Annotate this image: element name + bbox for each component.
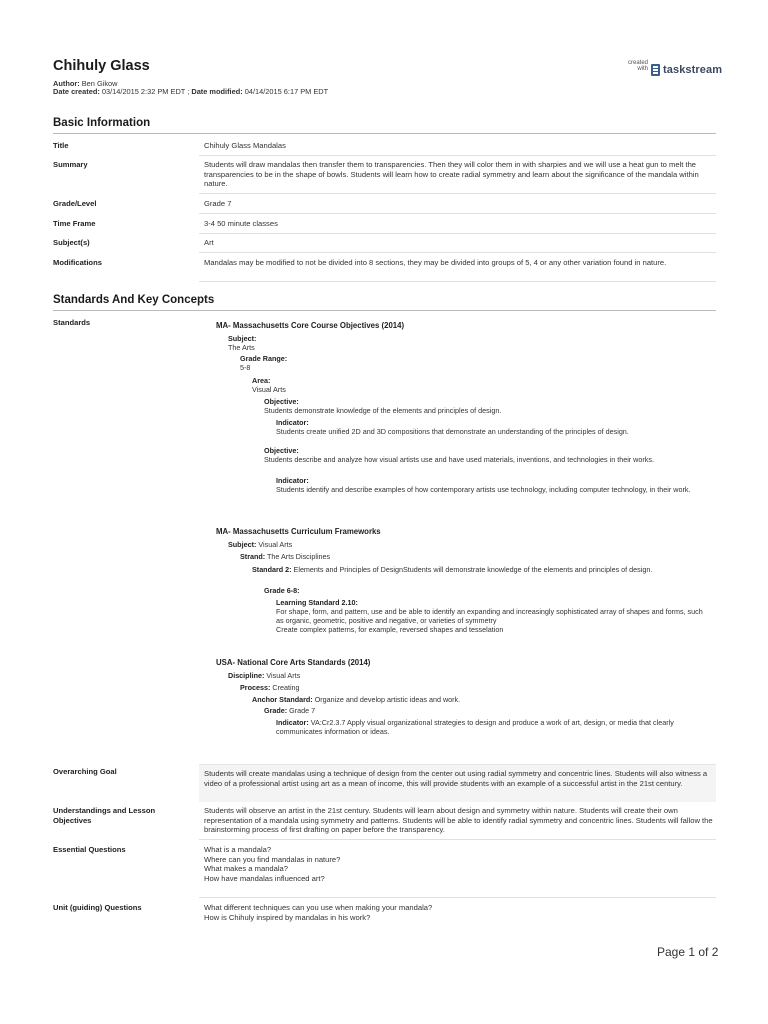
learning-standard-label: Learning Standard 2.10:	[276, 598, 358, 607]
usa-standards-title: USA- National Core Arts Standards (2014)	[216, 658, 371, 667]
indicator-value: Students create unified 2D and 3D compositions that demonstrate an understanding of the principles of design.	[276, 427, 629, 436]
row-divider	[199, 193, 716, 194]
standard-label: Standard 2:	[252, 565, 292, 574]
understandings-value	[199, 806, 716, 835]
ma-core-grade-range	[240, 354, 700, 372]
row-divider	[199, 839, 716, 840]
grade-level-value: Grade 7	[204, 199, 232, 208]
anchor-value: Organize and develop artistic ideas and work.	[314, 695, 461, 704]
discipline-value: Visual Arts	[266, 671, 301, 680]
ma-frameworks-strand	[240, 552, 330, 561]
standards-label: Standards	[53, 318, 91, 327]
question-item: What different techniques can you use when making your mandala?	[204, 903, 433, 912]
essential-questions-label: Essential Questions	[53, 845, 126, 854]
learning-standard-value: For shape, form, and pattern, use and be able to identify an expanding and increasingly sophisticated array of shapes and forms, such as organic, geometric, positive and negative, or varieties of symmetry	[276, 607, 703, 625]
process-value: Creating	[272, 683, 300, 692]
ma-core-indicator-1	[276, 418, 716, 436]
subject-value: The Arts	[228, 343, 255, 352]
ma-core-subject	[228, 334, 688, 352]
grade-value: Grade 7	[289, 706, 316, 715]
question-item: How is Chihuly inspired by mandalas in his work?	[204, 912, 371, 922]
indicator-value: VA:Cr2.3.7 Apply visual organizational strategies to design and produce a work of art, design, or media that clearly communicates information or ideas.	[276, 718, 674, 736]
area-value: Visual Arts	[252, 385, 286, 394]
date-created-label: Date created:	[53, 87, 100, 96]
row-divider	[199, 155, 716, 156]
title-label: Title	[53, 141, 69, 150]
page-number: Page 1 of 2	[657, 945, 719, 959]
row-divider	[199, 252, 716, 253]
grade-label: Grade 6-8:	[264, 586, 300, 595]
ma-core-indicator-2	[276, 476, 696, 494]
row-divider	[199, 281, 716, 282]
summary-value: Students will draw mandalas then transfer them to transparencies. Then they will color them in with sharpies and we will use a heat gun to melt the transparencies to be in the shape of bowls. Students will learn how to create radial symmetry and learn about the significance of the mandala within nature.	[204, 160, 699, 188]
subject-value: Visual Arts	[258, 540, 293, 549]
title-value: Chihuly Glass Mandalas	[204, 141, 286, 150]
date-separator: ;	[187, 87, 190, 96]
ma-frameworks-subject	[228, 540, 292, 549]
overarching-goal-text: Students will create mandalas using a technique of design from the center out using radial symmetry and concentric lines. Students will also witness a video of a professional artist using art as a mean of income, this will provide students with an example of a successful artist in the 21st century.	[204, 769, 708, 788]
ma-core-title: MA- Massachusetts Core Course Objectives (2014)	[216, 321, 405, 330]
time-frame-label: Time Frame	[53, 219, 96, 228]
time-frame-value: 3-4 50 minute classes	[204, 219, 278, 228]
dates-line	[53, 87, 328, 96]
ma-core-area	[252, 376, 712, 394]
ma-frameworks-standard	[252, 565, 710, 574]
understandings-text: Students will observe an artist in the 21st century. Students will learn about design and symmetry within nature. Students will create their own representation of a mandala using symmetry and patterns. Students will be able to identify radial symmetry and concentric lines. Students will fallow the brainstorming process of first drafting on paper before the transparency.	[204, 806, 713, 834]
overarching-goal-value	[199, 764, 716, 802]
indicator-label: Indicator:	[276, 476, 309, 485]
unit-questions-label: Unit (guiding) Questions	[53, 903, 142, 912]
usa-discipline	[228, 671, 300, 680]
section-divider	[53, 310, 716, 311]
section-divider	[53, 133, 716, 134]
discipline-label: Discipline:	[228, 671, 265, 680]
question-item: Where can you find mandalas in nature?	[204, 854, 341, 864]
subject-label: Subject:	[228, 540, 257, 549]
grade-range-value: 5-8	[240, 363, 251, 372]
strand-label: Strand:	[240, 552, 266, 561]
indicator-label: Indicator:	[276, 718, 309, 727]
overarching-goal-label: Overarching Goal	[53, 767, 117, 776]
strand-value: The Arts Disciplines	[267, 552, 331, 561]
date-created: 03/14/2015 2:32 PM EDT	[101, 87, 186, 96]
author-name: Ben Gikow	[81, 79, 118, 88]
row-divider	[199, 897, 716, 898]
subject-label: Subject:	[228, 334, 257, 343]
taskstream-icon	[651, 64, 660, 76]
question-item: What makes a mandala?	[204, 864, 288, 873]
learning-standard-value: Create complex patterns, for example, reversed shapes and tesselation	[276, 625, 504, 634]
indicator-value: Students identify and describe examples of how contemporary artists use technology, including computer technology, in their work.	[276, 485, 691, 494]
row-divider	[199, 213, 716, 214]
author-label: Author:	[53, 79, 80, 88]
indicator-label: Indicator:	[276, 418, 309, 427]
objective-label: Objective:	[264, 397, 299, 406]
taskstream-logo	[622, 60, 722, 80]
process-label: Process:	[240, 683, 271, 692]
created-with-text: created with	[627, 60, 648, 72]
objective-value: Students demonstrate knowledge of the elements and principles of design.	[264, 406, 502, 415]
grade-range-label: Grade Range:	[240, 354, 288, 363]
usa-indicator	[276, 718, 706, 736]
unit-questions-value	[199, 903, 716, 922]
ma-frameworks-learning-standard	[276, 598, 706, 634]
understandings-label: Understandings and Lesson Objectives	[53, 806, 156, 825]
modifications-value: Mandalas may be modified to not be divided into 8 sections, they may be divided into groups of 5, 4 or any other variation found in nature.	[204, 258, 667, 267]
subjects-value: Art	[204, 238, 214, 247]
ma-core-objective-2	[264, 446, 716, 464]
area-label: Area:	[252, 376, 271, 385]
ma-core-objective-1	[264, 397, 714, 415]
date-modified-label: Date modified:	[191, 87, 243, 96]
standards-heading: Standards And Key Concepts	[53, 294, 215, 306]
grade-level-label: Grade/Level	[53, 199, 97, 208]
basic-information-heading: Basic Information	[53, 117, 151, 129]
brand-name: taskstream	[663, 64, 723, 76]
summary-label: Summary	[53, 160, 88, 169]
grade-label: Grade:	[264, 706, 288, 715]
page-title: Chihuly Glass	[53, 58, 150, 74]
objective-label: Objective:	[264, 446, 299, 455]
question-item: How have mandalas influenced art?	[204, 873, 325, 883]
usa-process	[240, 683, 300, 692]
ma-frameworks-title: MA- Massachusetts Curriculum Frameworks	[216, 527, 381, 536]
anchor-label: Anchor Standard:	[252, 695, 313, 704]
usa-grade	[264, 706, 315, 715]
subjects-label: Subject(s)	[53, 238, 90, 247]
question-item: What is a mandala?	[204, 845, 272, 854]
date-modified: 04/14/2015 6:17 PM EDT	[244, 87, 329, 96]
standard-value: Elements and Principles of DesignStudents will demonstrate knowledge of the elements and principles of design.	[293, 565, 653, 574]
ma-frameworks-grade	[264, 586, 300, 595]
row-divider	[199, 233, 716, 234]
objective-value: Students describe and analyze how visual artists use and have used materials, inventions, and technologies in their works.	[264, 455, 654, 464]
essential-questions-value	[199, 845, 716, 883]
usa-anchor-standard	[252, 695, 460, 704]
modifications-label: Modifications	[53, 258, 102, 267]
